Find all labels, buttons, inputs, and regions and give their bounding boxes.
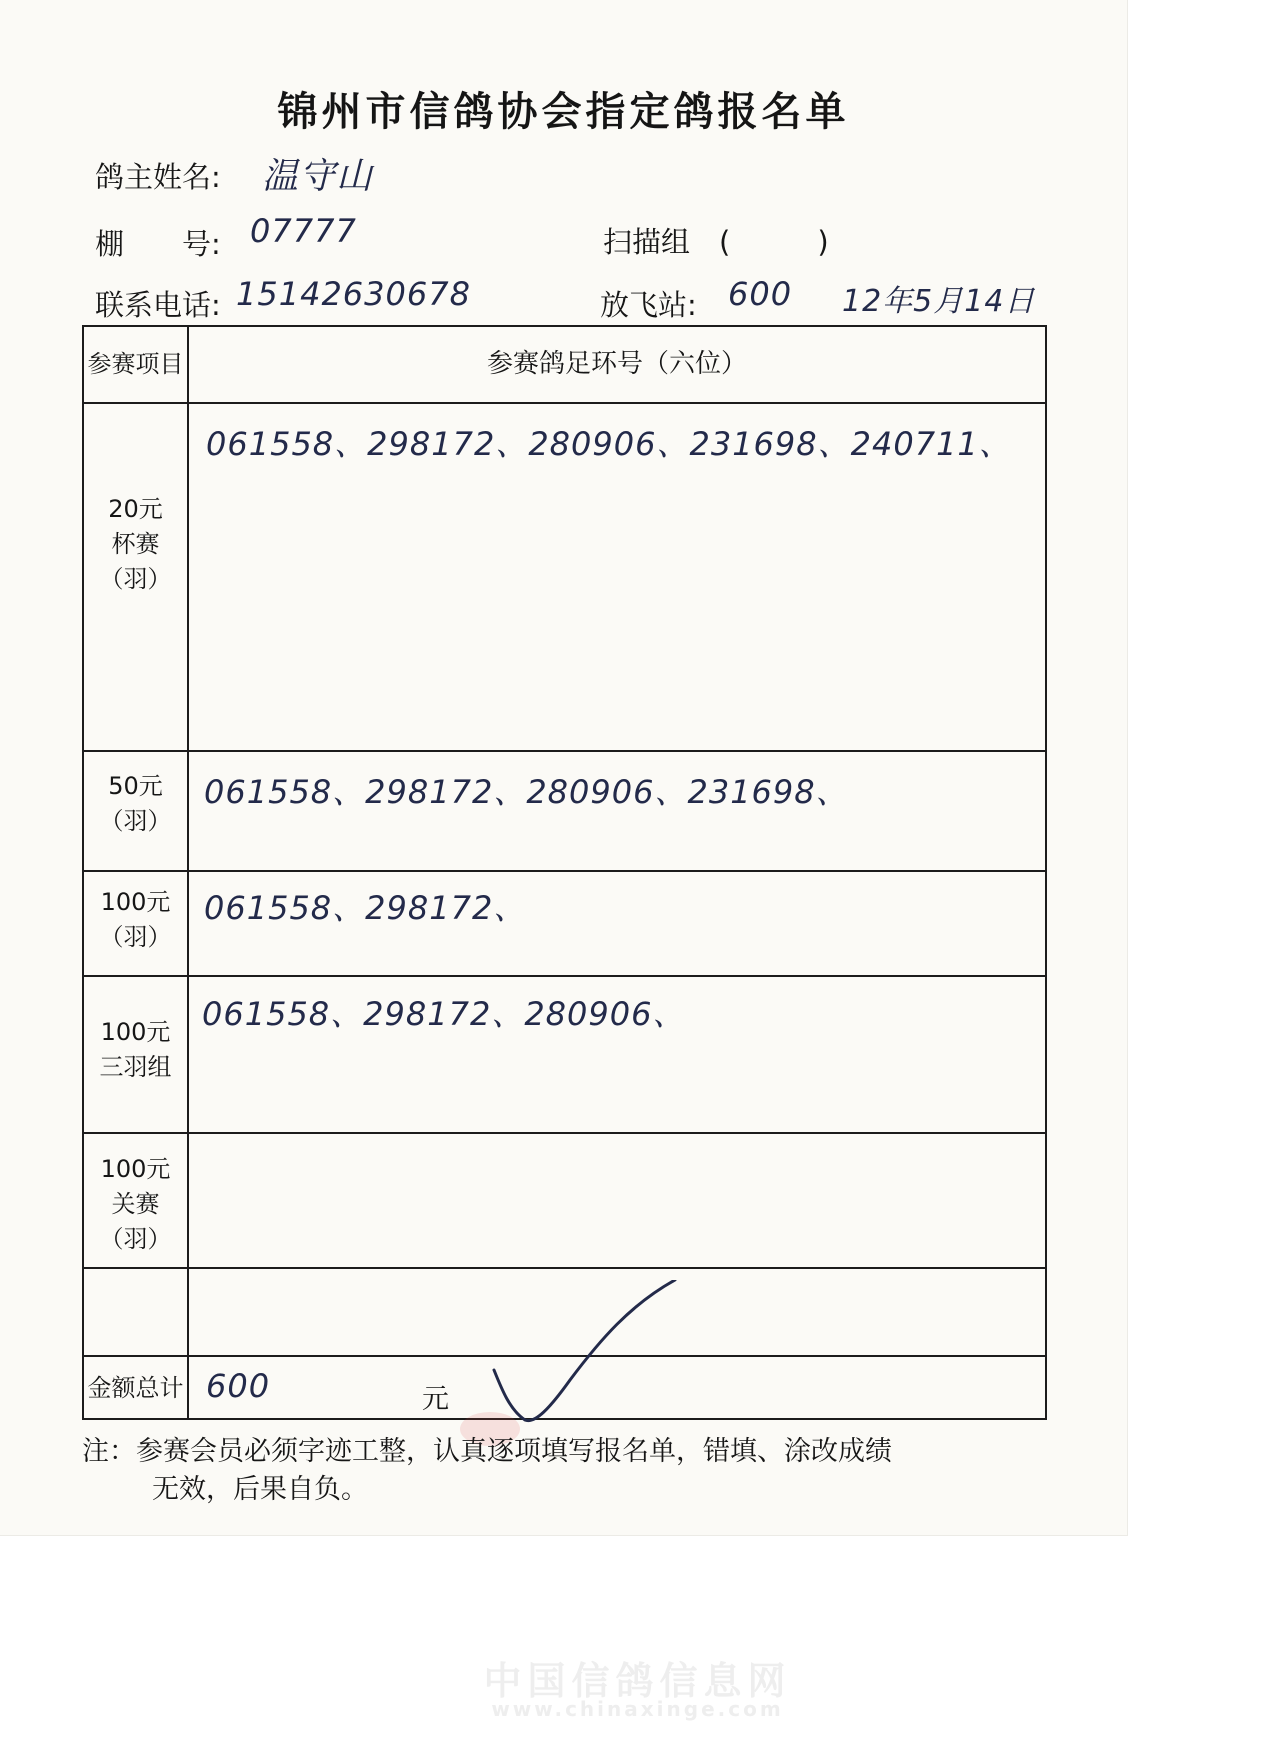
phone-value: 15142630678 [236, 275, 471, 313]
row-rings-100-three: 061558、298172、280906、 [202, 995, 686, 1033]
release-station-value: 600 [728, 275, 793, 313]
header-ring-number-label: 参赛鸽足环号（六位） [486, 349, 747, 379]
row-divider [84, 1132, 1045, 1134]
checkmark-icon [480, 1280, 680, 1430]
entry-table [82, 325, 1047, 1420]
row-label-20-cup: 20元 杯赛 （羽） [99, 495, 172, 593]
row-label-100-three: 100元 三羽组 [99, 1018, 172, 1081]
loft-number-value: 07777 [250, 212, 357, 250]
column-divider [187, 327, 189, 1418]
form-note [82, 1433, 1057, 1509]
row-rings-100: 061558、298172、 [204, 889, 527, 927]
owner-name-label: 鸽主姓名: [95, 160, 221, 194]
owner-name-value: 温守山 [262, 156, 374, 197]
note-line-2: 无效，后果自负。 [152, 1474, 368, 1505]
row-rings-50: 061558、298172、280906、231698、 [204, 773, 849, 811]
total-unit: 元 [422, 1384, 449, 1415]
row-label-100: 100元 （羽） [99, 888, 172, 951]
total-label: 金额总计 [87, 1374, 184, 1402]
row-divider [84, 750, 1045, 752]
scan-group-label: 扫描组 ( ) [603, 225, 829, 259]
row-label-100-final: 100元 关赛 （羽） [99, 1155, 172, 1253]
row-label-50: 50元 （羽） [99, 772, 172, 835]
date-value: 12年5月14日 [842, 284, 1036, 319]
row-divider [84, 975, 1045, 977]
loft-number-label: 棚 号: [95, 227, 221, 261]
watermark-cn: 中国信鸽信息网 [483, 1659, 792, 1703]
phone-label: 联系电话: [95, 288, 221, 322]
note-line-1: 注：参赛会员必须字迹工整，认真逐项填写报名单，错填、涂改成绩 [82, 1436, 892, 1467]
header-event-label: 参赛项目 [87, 350, 184, 378]
watermark-en: www.chinaxinge.com [491, 1697, 784, 1721]
row-rings-20-cup: 061558、298172、280906、231698、240711、 [206, 425, 1012, 463]
release-station-label: 放飞站: [600, 288, 697, 322]
row-divider [84, 870, 1045, 872]
total-value: 600 [206, 1367, 271, 1405]
row-divider [84, 402, 1045, 404]
row-divider [84, 1267, 1045, 1269]
form-title: 锦州市信鸽协会指定鸽报名单 [277, 88, 850, 135]
